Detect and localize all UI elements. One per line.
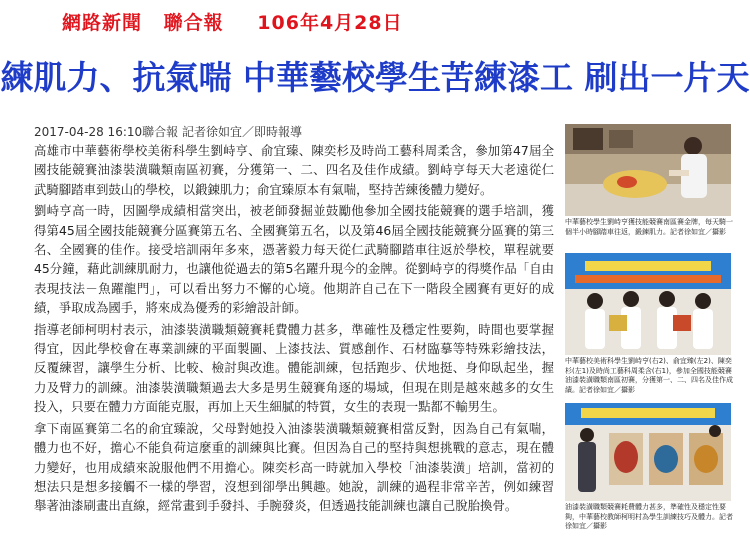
photo-caption: 中華藝校學生劉峙亨獲技能競賽南區賽金牌，每天騎一個半小時腳踏車往返，鍛鍊肌力。記者徐如宜／攝影 [565,218,733,236]
news-photo [565,253,731,355]
article-paragraph: 指導老師柯明村表示，油漆裝潢職類競賽耗費體力甚多，準確性及穩定性要夠，時間也要掌握得宜，因此學校會在專業訓練的平面製圖、上漆技法、質感創作、石材臨摹等特殊彩繪技法，反覆練習，讓學生分析、比較、檢討與改進。體能訓練，包括跑步、伏地挺、身仰臥起坐，握力及臂力的訓練。油漆裝潢職類過去大多是男生競賽角逐的場域，但現在則是越來越多的女生投入，只要在體力方面能克服，再加上天生細膩的特質，女生的表現一點都不輸男生。 [34,321,554,415]
photo-caption: 中華藝校美術科學生劉峙亨(右2)、俞宜臻(左2)、陳奕杉(左1)及時尚工藝科周柔含(右1)，參加全國技能競賽油漆裝潢職類南區初賽，分獲第一、二、四名及佳作成績。記者徐如宜／攝影 [565,357,733,394]
article-paragraph: 高雄市中華藝術學校美術科學生劉峙亨、俞宜臻、陳奕杉及時尚工藝科周柔含，參加第47屆全國技能競賽油漆裝潢職類南區初賽，分獲第一、二、四名及佳作成績。劉峙亨每天大老遠從仁武騎腳踏車到鼓山的學校，以鍛錬肌力；俞宜臻原本有氣喘，堅持苦練後體力變好。 [34,143,554,197]
masthead-date: 106年4月28日 [257,12,403,34]
news-photo [565,403,731,501]
masthead-paper: 聯合報 [163,12,224,34]
news-photo [565,124,731,216]
masthead-section: 網路新聞 [62,12,143,34]
masthead [62,8,417,35]
article-paragraph: 劉峙亨高一時，因圖學成績相當突出，被老師發掘並鼓勵他參加全國技能競賽的選手培訓，獲得第45屆全國技能競賽分區賽第五名、全國賽第五名，以及第46屆全國技能競賽分區賽的第三名、全國賽的佳作。接受培訓兩年多來，憑著毅力每天從仁武騎腳踏車往返於學校，單程就要45分鐘，藉此訓練肌耐力，也讓他從過去的第5名躍升現今的金牌。從劉峙亨的得獎作品「自由表現技法－魚躍龍門」，可以看出努力不懈的心境。他期許自己在下一階段全國賽有更好的成績，爭取成為國手，將來成為優秀的彩繪設計師。 [34,203,554,316]
article-body [34,141,554,518]
byline: 2017-04-28 16:10聯合報 記者徐如宜／即時報導 [34,125,302,139]
headline: 練肌力、抗氣喘 中華藝校學生苦練漆工 刷出一片天 [0,58,750,97]
article-paragraph: 拿下南區賽第二名的俞宜臻說，父母對她投入油漆裝潢職類競賽相當反對，因為自己有氣喘，體力也不好，擔心不能負荷這麼重的訓練與比賽。但因為自己的堅持與想挑戰的意志，現在體力變好，也用成績來說服他們不用擔心。陳奕杉高一時就加入學校「油漆裝潢」培訓，當初的想法只是想多接觸不一樣的學習，沒想到卻學出興趣。她說，訓練的過程非常辛苦，例如練習舉著油漆刷畫出直線，經常畫到手發抖、手腕發炎，但透過技能訓練也讓自己脫胎換骨。 [34,420,554,514]
photo-caption: 油漆裝潢職類競賽耗費體力甚多，準確性及穩定性要夠，中華藝校教師柯明村為學生訓練技巧及體力。記者徐如宜／攝影 [565,503,733,531]
